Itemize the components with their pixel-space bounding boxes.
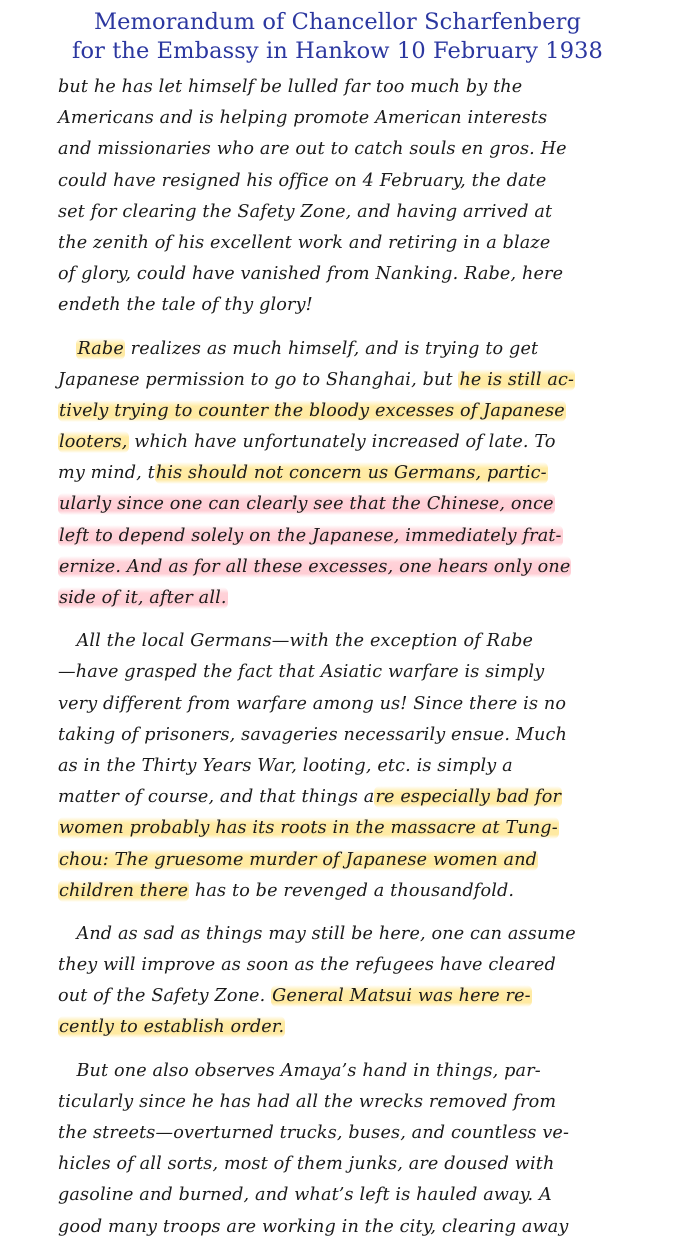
text-line: set for clearing the Safety Zone, and having arrived at — [58, 201, 553, 222]
highlight-pink: left to depend solely on the Japanese, immediately frat- — [59, 525, 562, 546]
text-line: good many troops are working in the city, clearing away — [58, 1216, 569, 1237]
highlight-yellow: Rabe — [77, 338, 124, 359]
highlight-yellow: cently to establish order. — [59, 1017, 285, 1038]
text-run: has to be revenged a thousandfold. — [189, 880, 515, 901]
text-line — [58, 427, 614, 458]
text-line — [58, 583, 614, 614]
highlight-pink: ularly since one can clearly see that the Chinese, once — [59, 494, 554, 515]
text-run: my mind, t — [58, 463, 155, 484]
text-line: the streets—overturned trucks, buses, and countless ve- — [58, 1123, 570, 1143]
highlight-yellow: women probably has its roots in the massacre at Tung- — [59, 818, 558, 839]
text-line — [58, 552, 614, 583]
page-title — [0, 8, 675, 66]
title-line-1: Memorandum of Chancellor Scharfenberg — [93, 9, 582, 35]
highlight-yellow: his should not concern us Germans, partic- — [155, 463, 547, 484]
text-line — [58, 1012, 614, 1043]
text-line: taking of prisoners, savageries necessarily ensue. Much — [58, 724, 567, 745]
highlight-yellow: looters, — [59, 432, 128, 453]
text-line: All the local Germans—with the exception of Rabe — [76, 631, 534, 652]
paragraph-1 — [58, 72, 614, 322]
highlight-yellow: re especially bad for — [375, 787, 562, 808]
highlight-yellow: tively trying to counter the bloody excesses of Japanese — [59, 400, 565, 421]
text-run: Japanese permission to go to Shanghai, but — [58, 369, 459, 390]
text-line — [58, 458, 614, 489]
text-line: Americans and is helping promote American interests — [58, 108, 548, 129]
text-line — [58, 365, 614, 396]
text-run: realizes as much himself, and is trying to get — [124, 338, 539, 359]
text-line: But one also observes Amaya’s hand in things, par- — [76, 1060, 541, 1081]
text-line — [58, 845, 614, 876]
text-line: could have resigned his office on 4 February, the date — [58, 170, 547, 191]
text-line: the zenith of his excellent work and retiring in a blaze — [58, 232, 551, 253]
text-line: gasoline and burned, and what’s left is hauled away. A — [58, 1185, 552, 1206]
text-line — [58, 334, 614, 365]
highlight-pink: ernize. And as for all these excesses, one hears only one — [59, 556, 571, 577]
highlight-yellow: General Matsui was here re- — [272, 986, 531, 1007]
text-line: hicles of all sorts, most of them junks, are doused with — [58, 1154, 555, 1175]
text-line — [58, 981, 614, 1012]
paragraph-4 — [58, 919, 614, 1044]
text-line — [58, 876, 614, 907]
text-run: which have unfortunately increased of late. To — [128, 432, 556, 453]
text-line: ticularly since he has had all the wrecks removed from — [58, 1091, 557, 1112]
text-line: of glory, could have vanished from Nanking. Rabe, here — [58, 264, 564, 285]
text-line — [58, 813, 614, 844]
text-line: And as sad as things may still be here, one can assume — [76, 923, 576, 944]
title-line-2: for the Embassy in Hankow 10 February 1938 — [72, 38, 603, 64]
paragraph-5 — [58, 1056, 614, 1243]
text-line: but he has let himself be lulled far too much by the — [58, 77, 523, 97]
text-line: very different from warfare among us! Since there is no — [58, 693, 567, 714]
text-line: endeth the tale of thy glory! — [58, 295, 313, 316]
memorandum-body — [58, 72, 614, 1255]
text-line — [58, 396, 614, 427]
text-run: matter of course, and that things a — [58, 787, 375, 808]
highlight-pink: side of it, after all. — [59, 588, 227, 608]
paragraph-3 — [58, 626, 614, 907]
highlight-yellow: children there — [59, 880, 189, 901]
text-line — [58, 782, 614, 813]
text-line: —have grasped the fact that Asiatic warfare is simply — [58, 662, 545, 683]
text-line: they will improve as soon as the refugees have cleared — [58, 955, 556, 976]
text-line — [58, 489, 614, 520]
text-line: and missionaries who are out to catch souls en gros. He — [58, 139, 567, 160]
highlight-yellow: chou: The gruesome murder of Japanese women and — [59, 849, 538, 870]
text-run: out of the Safety Zone. — [58, 986, 272, 1007]
text-line — [58, 521, 614, 552]
paragraph-2 — [58, 334, 614, 615]
text-line: as in the Thirty Years War, looting, etc. is simply a — [58, 755, 513, 776]
highlight-yellow: he is still ac- — [459, 369, 575, 390]
